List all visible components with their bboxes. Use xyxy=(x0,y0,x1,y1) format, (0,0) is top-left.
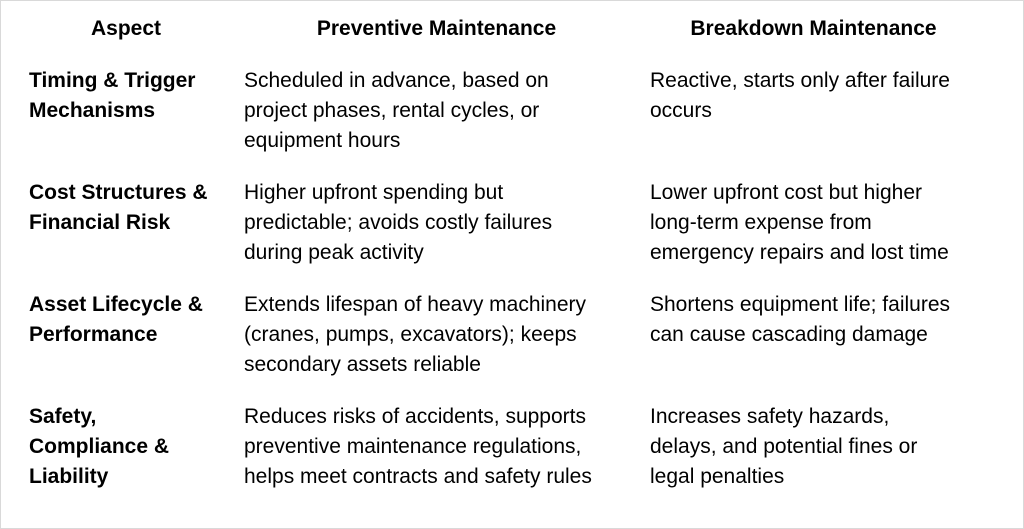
row-breakdown: Increases safety hazards, delays, and potential fines or legal penalties xyxy=(650,405,918,488)
row-breakdown: Lower upfront cost but higher long-term expense from emergency repairs and lost time xyxy=(650,181,949,264)
row-aspect: Timing & Trigger Mechanisms xyxy=(29,69,196,122)
row-preventive: Scheduled in advance, based on project phases, rental cycles, or equipment hours xyxy=(244,69,549,152)
row-preventive: Higher upfront spending but predictable; avoids costly failures during peak activity xyxy=(244,181,553,264)
row-aspect: Safety, Compliance & Liability xyxy=(29,405,170,488)
row-breakdown: Reactive, starts only after failure occurs xyxy=(650,69,950,122)
row-breakdown: Shortens equipment life; failures can cause cascading damage xyxy=(650,293,950,346)
header-breakdown: Breakdown Maintenance xyxy=(690,17,937,40)
row-preventive: Reduces risks of accidents, supports preventive maintenance regulations, helps meet contracts and safety rules xyxy=(244,405,592,488)
row-preventive: Extends lifespan of heavy machinery (cranes, pumps, excavators); keeps secondary assets reliable xyxy=(244,293,587,376)
header-preventive: Preventive Maintenance xyxy=(316,17,557,40)
header-aspect: Aspect xyxy=(90,17,162,40)
row-aspect: Asset Lifecycle & Performance xyxy=(29,293,203,346)
row-aspect: Cost Structures & Financial Risk xyxy=(29,181,208,234)
